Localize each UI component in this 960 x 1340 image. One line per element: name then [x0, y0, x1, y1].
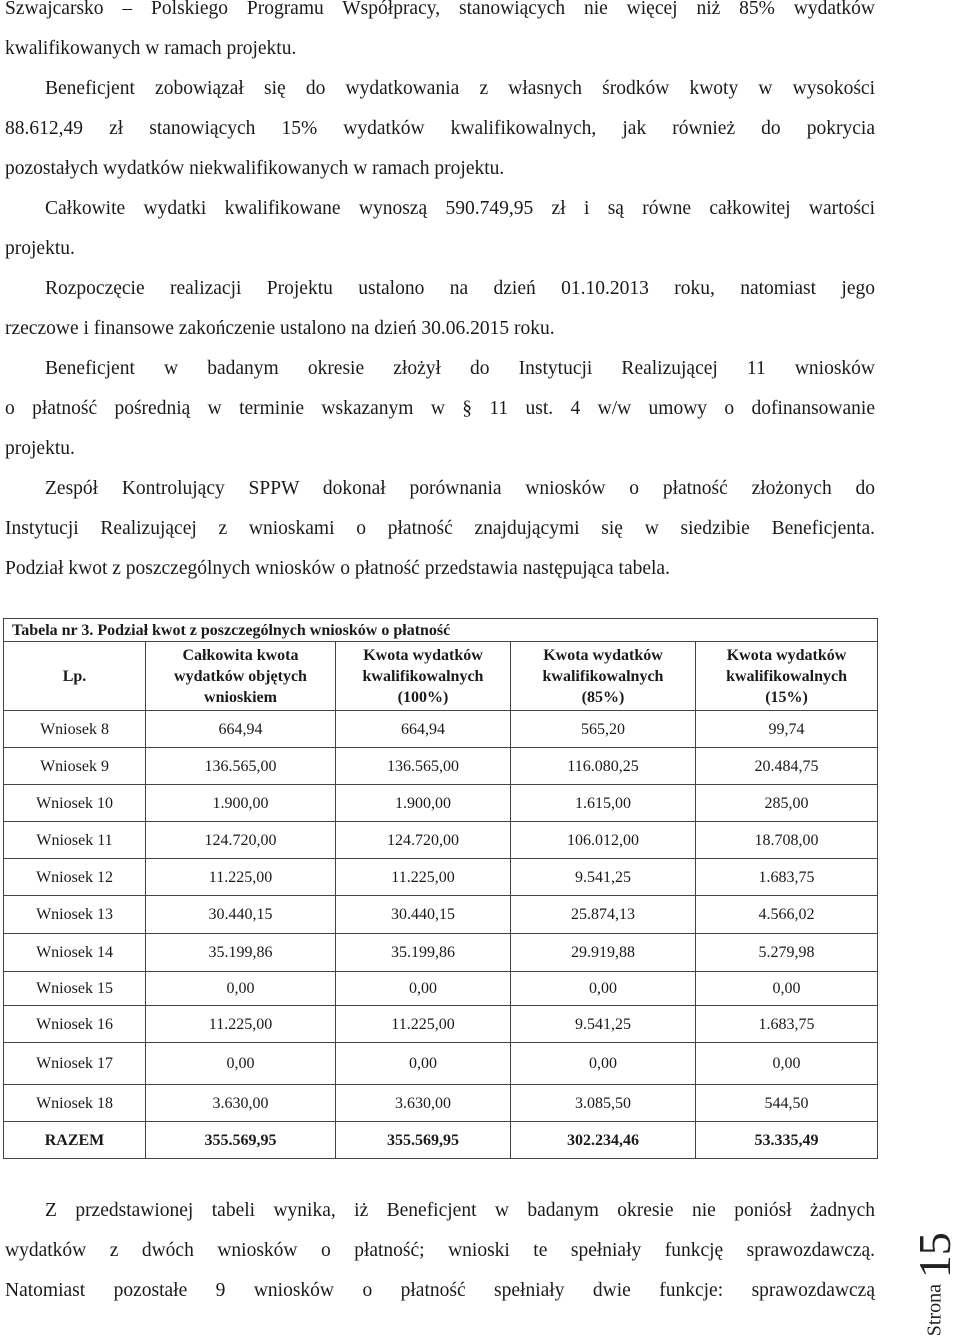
paragraph-4 [5, 269, 875, 349]
table-row [4, 785, 878, 822]
table-row [4, 972, 878, 1006]
paragraph-2 [5, 69, 875, 189]
table-cell: 30.440,15 [146, 896, 336, 934]
text-line: Natomiast pozostałe 9 wniosków o płatność spełniały dwie funkcje: sprawozdawczą [5, 1280, 875, 1301]
table-cell: RAZEM [4, 1122, 146, 1159]
table-cell: 124.720,00 [146, 822, 336, 859]
table-cell: 0,00 [511, 972, 696, 1006]
table-cell: 18.708,00 [696, 822, 878, 859]
text-line: Beneficjent zobowiązał się do wydatkowania z własnych środków kwoty w wysokości [45, 78, 875, 99]
text-line: Beneficjent w badanym okresie złożył do Instytucji Realizującej 11 wniosków [45, 358, 875, 379]
page-number [909, 1231, 960, 1336]
table-cell: 9.541,25 [511, 859, 696, 896]
table-row [4, 711, 878, 748]
row-label: Wniosek 13 [4, 896, 146, 934]
table-row [4, 748, 878, 785]
table-cell: 1.900,00 [336, 785, 511, 822]
header-text: Całkowita kwota [182, 646, 299, 664]
row-label: Wniosek 14 [4, 934, 146, 972]
paragraph-3 [5, 189, 875, 269]
table-cell: 4.566,02 [696, 896, 878, 934]
table-header-row [4, 642, 878, 711]
header-text: kwalifikowalnych [726, 667, 847, 685]
table-cell: 29.919,88 [511, 934, 696, 972]
text-line: projektu. [5, 438, 75, 459]
paragraph-5 [5, 349, 875, 469]
table-cell: 0,00 [336, 972, 511, 1006]
text-line: rzeczowe i finansowe zakończenie ustalono na dzień 30.06.2015 roku. [5, 318, 555, 339]
header-text: (100%) [397, 688, 449, 706]
text-line: Instytucji Realizującej z wnioskami o płatność znajdującymi się w siedzibie Beneficjenta. [5, 518, 875, 539]
table-cell: 1.615,00 [511, 785, 696, 822]
table-cell: 0,00 [696, 972, 878, 1006]
row-label: Wniosek 12 [4, 859, 146, 896]
table-cell: 1.683,75 [696, 859, 878, 896]
table-cell: 106.012,00 [511, 822, 696, 859]
row-label: Wniosek 15 [4, 972, 146, 1006]
table-cell: 0,00 [511, 1043, 696, 1085]
table-cell: 3.630,00 [146, 1085, 336, 1122]
header-text: Kwota wydatków [726, 646, 847, 664]
table-row [4, 1006, 878, 1043]
paragraph-1 [5, 0, 875, 69]
header-text: Kwota wydatków [543, 646, 663, 664]
table-row [4, 1085, 878, 1122]
text-line: pozostałych wydatków niekwalifikowanych w ramach projektu. [5, 158, 505, 179]
table-cell: 285,00 [696, 785, 878, 822]
table-cell: 35.199,86 [336, 934, 511, 972]
table-row [4, 896, 878, 934]
text-line: Rozpoczęcie realizacji Projektu ustalono na dzień 01.10.2013 roku, natomiast jego [45, 278, 875, 299]
text-line: Szwajcarsko – Polskiego Programu Współpracy, stanowiących nie więcej niż 85% wydatków [5, 0, 875, 19]
header-text: Lp. [62, 667, 87, 685]
payment-table [3, 618, 878, 1159]
header-eligible-100 [336, 642, 511, 711]
table-cell: 124.720,00 [336, 822, 511, 859]
table-cell: 3.085,50 [511, 1085, 696, 1122]
table-row [4, 822, 878, 859]
table-cell: 99,74 [696, 711, 878, 748]
header-lp [4, 642, 146, 711]
table-cell: 11.225,00 [146, 1006, 336, 1043]
header-total-amount [146, 642, 336, 711]
row-label: Wniosek 18 [4, 1085, 146, 1122]
table-caption: Tabela nr 3. Podział kwot z poszczególnych wniosków o płatność [4, 619, 878, 642]
table-cell: 355.569,95 [146, 1122, 336, 1159]
table-cell: 664,94 [336, 711, 511, 748]
table-cell: 0,00 [336, 1043, 511, 1085]
table-cell: 355.569,95 [336, 1122, 511, 1159]
table-cell: 35.199,86 [146, 934, 336, 972]
table-cell: 136.565,00 [146, 748, 336, 785]
header-text: wnioskiem [204, 688, 277, 706]
table-caption-row [4, 619, 878, 642]
table-cell: 11.225,00 [336, 859, 511, 896]
page-number-value: 15 [909, 1231, 960, 1278]
table-cell: 0,00 [696, 1043, 878, 1085]
header-text: kwalifikowalnych [362, 667, 484, 685]
table-cell: 30.440,15 [336, 896, 511, 934]
header-text: Kwota wydatków [363, 646, 483, 664]
text-line: 88.612,49 zł stanowiących 15% wydatków kwalifikowalnych, jak również do pokrycia [5, 118, 875, 139]
table-row [4, 859, 878, 896]
table-cell: 0,00 [146, 1043, 336, 1085]
row-label: Wniosek 11 [4, 822, 146, 859]
table-body [4, 711, 878, 1122]
row-label: Wniosek 10 [4, 785, 146, 822]
paragraph-6 [5, 469, 875, 589]
text-line: wydatków z dwóch wniosków o płatność; wnioski te spełniały funkcję sprawozdawczą. [5, 1240, 875, 1261]
table-container [3, 618, 877, 1159]
text-line: projektu. [5, 238, 75, 259]
table-cell: 3.630,00 [336, 1085, 511, 1122]
table-cell: 664,94 [146, 711, 336, 748]
table-cell: 565,20 [511, 711, 696, 748]
table-cell: 11.225,00 [146, 859, 336, 896]
table-cell: 1.683,75 [696, 1006, 878, 1043]
table-cell: 9.541,25 [511, 1006, 696, 1043]
header-text: kwalifikowalnych [542, 667, 664, 685]
row-label: Wniosek 9 [4, 748, 146, 785]
text-line: kwalifikowanych w ramach projektu. [5, 38, 297, 59]
header-eligible-15 [696, 642, 878, 711]
table-cell: 20.484,75 [696, 748, 878, 785]
table-total-row [4, 1122, 878, 1159]
table-cell: 25.874,13 [511, 896, 696, 934]
table-cell: 53.335,49 [696, 1122, 878, 1159]
table-cell: 544,50 [696, 1085, 878, 1122]
text-line: o płatność pośrednią w terminie wskazanym w § 11 ust. 4 w/w umowy o dofinansowanie [5, 398, 875, 419]
table-cell: 0,00 [146, 972, 336, 1006]
table-cell: 5.279,98 [696, 934, 878, 972]
header-text: (15%) [765, 688, 808, 706]
text-line: Z przedstawionej tabeli wynika, iż Beneficjent w badanym okresie nie poniósł żadnych [45, 1200, 875, 1221]
table-cell: 302.234,46 [511, 1122, 696, 1159]
text-line: Całkowite wydatki kwalifikowane wynoszą 590.749,95 zł i są równe całkowitej wartości [45, 198, 875, 219]
row-label: Wniosek 17 [4, 1043, 146, 1085]
paragraph-7 [5, 1191, 875, 1311]
table-cell: 11.225,00 [336, 1006, 511, 1043]
header-text: wydatków objętych [174, 667, 307, 685]
row-label: Wniosek 16 [4, 1006, 146, 1043]
table-cell: 136.565,00 [336, 748, 511, 785]
table-row [4, 934, 878, 972]
header-eligible-85 [511, 642, 696, 711]
row-label: Wniosek 8 [4, 711, 146, 748]
text-line: Podział kwot z poszczególnych wniosków o płatność przedstawia następująca tabela. [5, 558, 670, 579]
page-label: Strona [923, 1283, 946, 1336]
table-row [4, 1043, 878, 1085]
table-cell: 116.080,25 [511, 748, 696, 785]
header-text: (85%) [581, 688, 625, 706]
text-line: Zespół Kontrolujący SPPW dokonał porównania wniosków o płatność złożonych do [45, 478, 875, 499]
table-cell: 1.900,00 [146, 785, 336, 822]
